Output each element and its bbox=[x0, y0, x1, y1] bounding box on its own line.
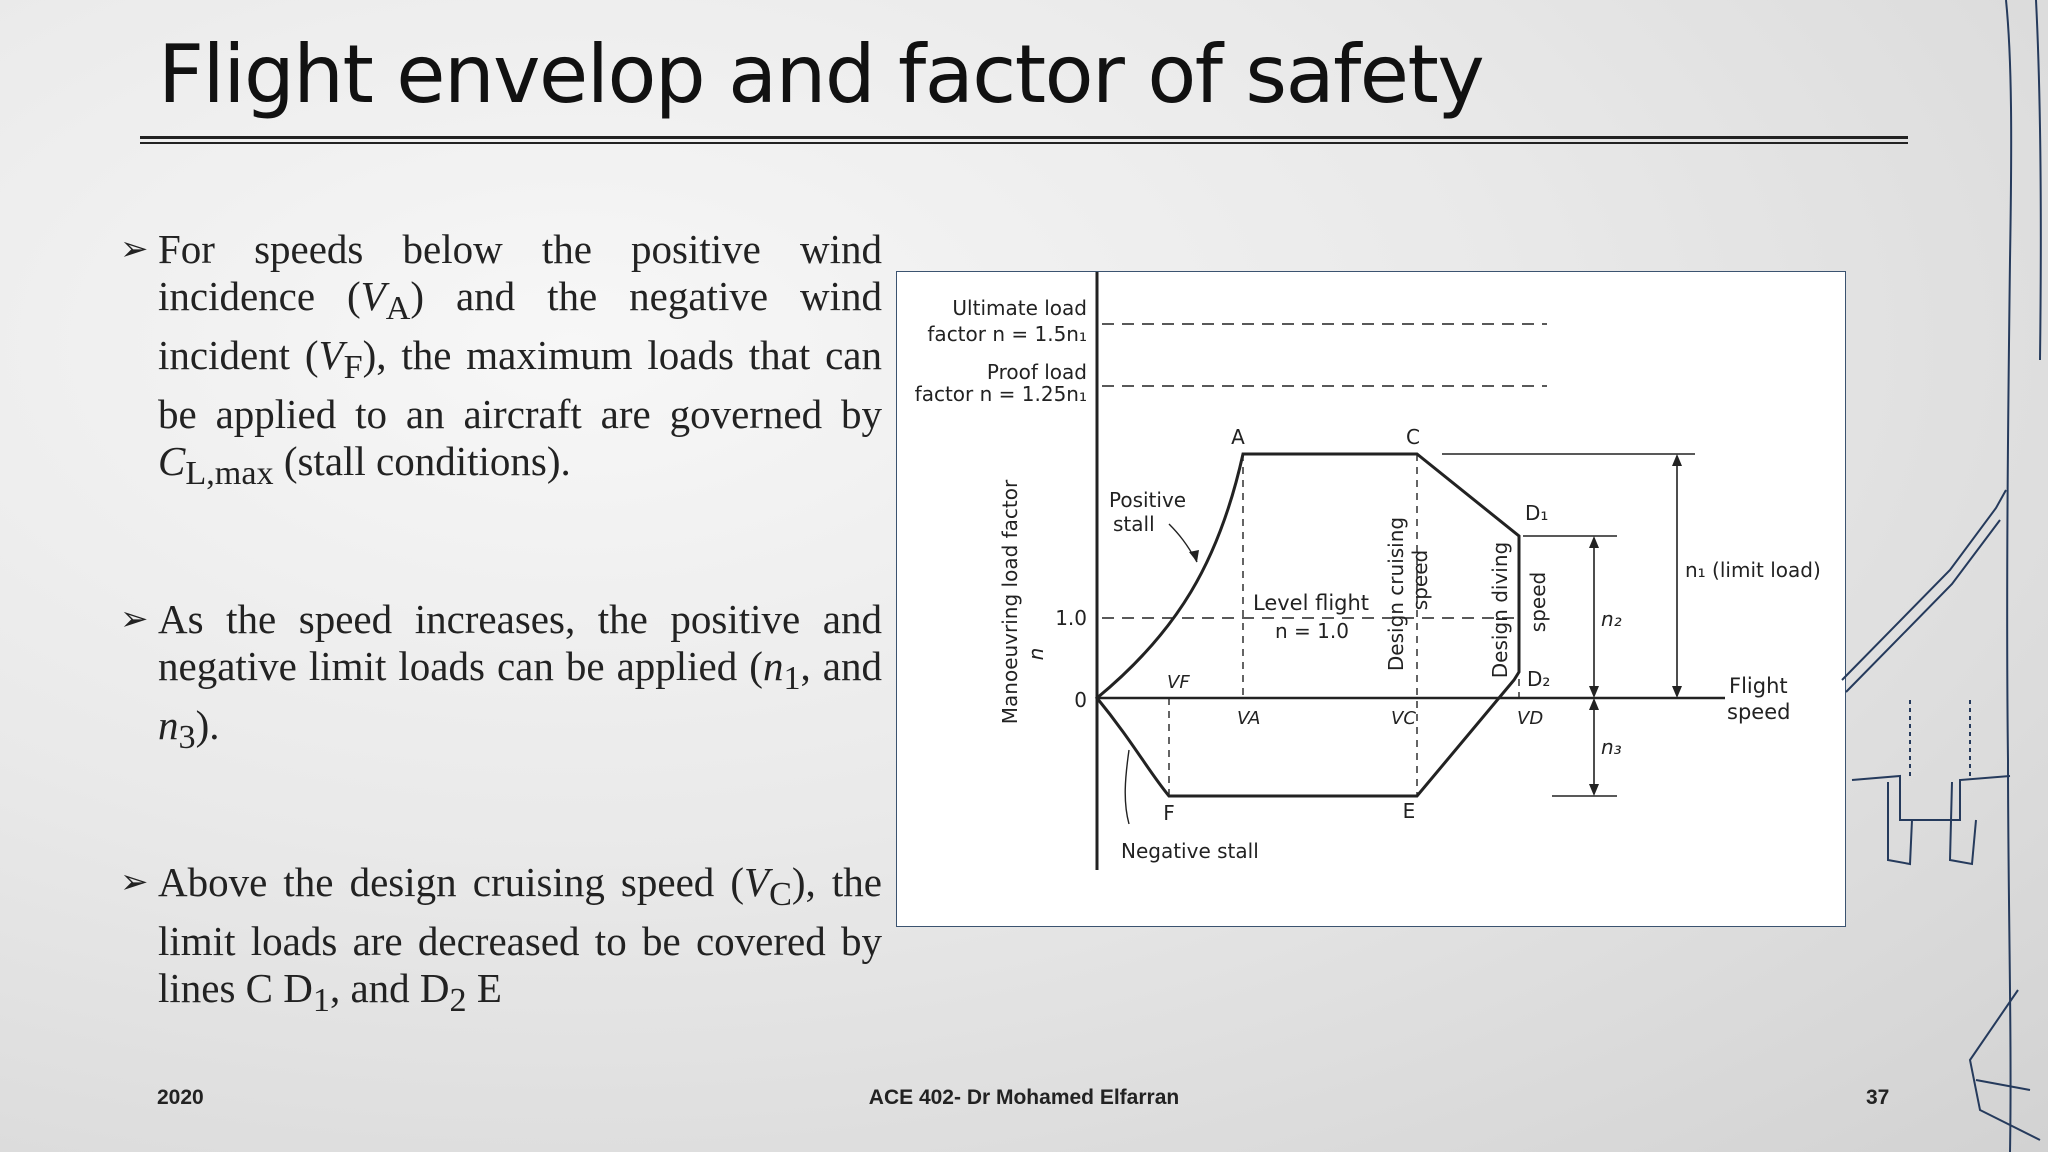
n2-arrow-top bbox=[1589, 536, 1599, 548]
proof-label-1: Proof load bbox=[986, 360, 1087, 384]
engine-pylons bbox=[1852, 776, 2010, 820]
n2-label: n₂ bbox=[1601, 607, 1622, 631]
subscript: L,max bbox=[185, 455, 274, 493]
design-cruising-speed-label: speed bbox=[1408, 549, 1432, 611]
flight-envelope-figure bbox=[896, 271, 1846, 927]
design-diving-speed-label: speed bbox=[1526, 571, 1550, 633]
point-e-label: E bbox=[1402, 799, 1416, 823]
limit-load-arrow-bottom bbox=[1672, 686, 1682, 698]
limit-load-arrow-top bbox=[1672, 454, 1682, 466]
ultimate-label-1: Ultimate load bbox=[952, 296, 1087, 320]
n3-arrow-bottom bbox=[1589, 784, 1599, 796]
point-d2-label: D₂ bbox=[1527, 667, 1551, 691]
math-symbol: C bbox=[158, 438, 186, 485]
slide-title: Flight envelop and factor of safety bbox=[158, 28, 1484, 121]
subscript: C bbox=[769, 876, 792, 914]
positive-stall-label-2: stall bbox=[1113, 512, 1155, 536]
tail-outline bbox=[1970, 990, 2040, 1140]
flight-speed-label-1: Flight bbox=[1729, 674, 1788, 698]
bullet-stall-limits: ➢ For speeds below the positive wind incidence $(V_A)$ and the negative wind incident $(V_F)$, the maximum loads that can be applied to an aircraft are governed by $C_{L,max}$ (stall conditions). bbox=[120, 226, 882, 498]
footer-year: 2020 bbox=[157, 1086, 204, 1109]
wing-leading-edge bbox=[1842, 490, 2006, 680]
va-label: VA bbox=[1237, 708, 1261, 729]
bullet-limit-loads: ➢ As the speed increases, the positive and negative limit loads can be applied ($n_1$, and $n_3$). bbox=[120, 596, 882, 761]
subscript: 1 bbox=[783, 659, 801, 697]
math-symbol: V bbox=[744, 858, 770, 905]
math-symbol: n bbox=[158, 701, 179, 748]
math-symbol: n bbox=[762, 642, 784, 689]
footer-course: ACE 402- Dr Mohamed Elfarran bbox=[868, 1086, 1180, 1109]
flight-envelope-diagram bbox=[897, 272, 1847, 928]
point-c-label: C bbox=[1406, 425, 1420, 449]
y-axis-title: Manoeuvring load factor bbox=[998, 479, 1022, 725]
proof-label-2: factor n = 1.25n₁ bbox=[914, 382, 1087, 406]
level-flight-n-label: n = 1.0 bbox=[1275, 619, 1349, 643]
n2-arrow-bottom bbox=[1589, 686, 1599, 698]
bullet-cruise-speed: ➢ Above the design cruising speed $(V_C)$, the limit loads are decreased to be covered by lines C $D_1$, and $D_2$ E bbox=[120, 859, 882, 1024]
subscript: 3 bbox=[178, 718, 196, 756]
vc-label: VC bbox=[1391, 708, 1416, 729]
negative-stall-leader bbox=[1125, 750, 1129, 824]
n3-arrow-top bbox=[1589, 698, 1599, 710]
design-diving-label: Design diving bbox=[1488, 541, 1512, 679]
subscript: 1 bbox=[312, 982, 330, 1020]
title-underline-secondary bbox=[140, 142, 1908, 144]
fuselage-outer-edge bbox=[2036, 0, 2041, 360]
point-a-label: A bbox=[1231, 425, 1245, 449]
point-f-label: F bbox=[1163, 801, 1175, 825]
tick-one: 1.0 bbox=[1055, 606, 1087, 630]
positive-stall-label-1: Positive bbox=[1109, 488, 1187, 512]
level-flight-label: Level flight bbox=[1253, 591, 1370, 615]
wing-trailing-edge bbox=[1846, 520, 2000, 692]
limit-load-label: n₁ (limit load) bbox=[1685, 558, 1821, 582]
engine-mounts bbox=[1910, 700, 1970, 780]
title-underline bbox=[140, 136, 1908, 139]
tick-zero: 0 bbox=[1074, 688, 1087, 712]
vd-label: VD bbox=[1517, 708, 1544, 729]
subscript: F bbox=[343, 349, 363, 387]
fuselage-outline bbox=[2006, 0, 2011, 1152]
point-d1-label: D₁ bbox=[1525, 501, 1549, 525]
positive-stall-arrowhead bbox=[1189, 550, 1199, 562]
negative-stall-label: Negative stall bbox=[1121, 839, 1259, 863]
vf-label: VF bbox=[1167, 672, 1190, 693]
subscript: 2 bbox=[449, 982, 467, 1020]
engine-nacelle-right bbox=[1950, 782, 1976, 864]
bullet-list bbox=[120, 226, 882, 1024]
math-symbol: V bbox=[318, 332, 344, 379]
aircraft-sketch-decoration bbox=[1840, 0, 2048, 1152]
subscript: A bbox=[385, 290, 411, 328]
y-axis-symbol: n bbox=[1024, 647, 1048, 661]
ultimate-label-2: factor n = 1.5n₁ bbox=[927, 322, 1087, 346]
math-symbol: V bbox=[360, 273, 386, 319]
design-cruising-label: Design cruising bbox=[1384, 516, 1408, 672]
footer-page-number: 37 bbox=[1866, 1086, 1890, 1109]
flight-speed-label-2: speed bbox=[1727, 700, 1791, 724]
n3-label: n₃ bbox=[1601, 735, 1622, 759]
